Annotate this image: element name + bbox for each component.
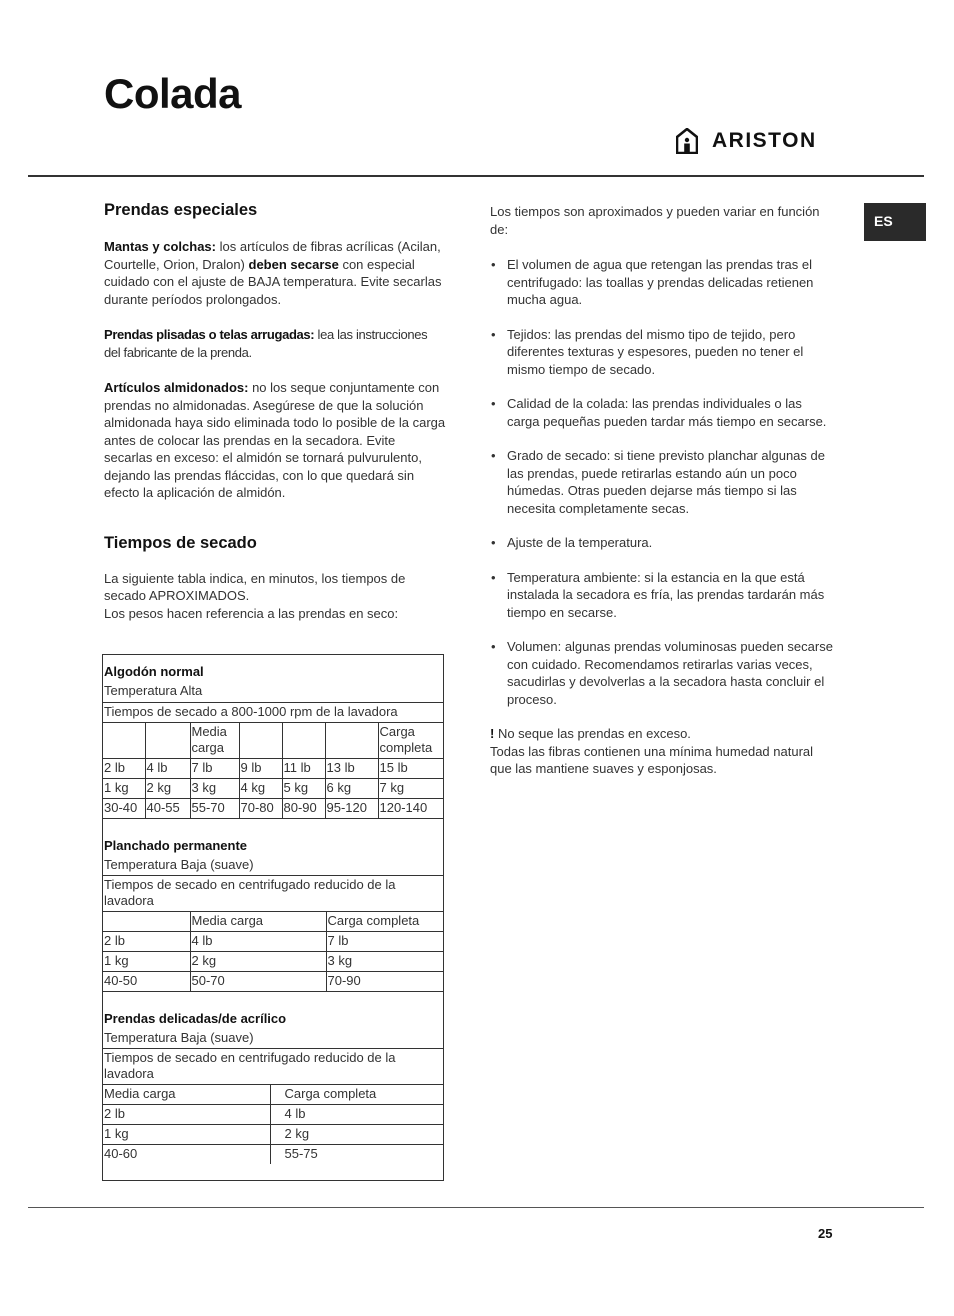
left-column bbox=[104, 200, 446, 622]
pleated-paragraph bbox=[104, 326, 446, 361]
table-cell: 6 kg bbox=[325, 779, 378, 799]
cotton-temperature: Temperatura Alta bbox=[104, 683, 203, 698]
list-item: • Temperatura ambiente: si la estancia en la que está instalada la secadora es fría, las prendas tardarán más tiempo en secarse. bbox=[490, 569, 835, 622]
blankets-text-1: los artículos de fibras acrílicas (Acilan, Courtelle, Orion, Dralon) bbox=[104, 239, 441, 272]
pleated-lead: Prendas plisadas o telas arrugadas: bbox=[104, 327, 315, 342]
table-cell: 80-90 bbox=[282, 799, 325, 819]
pleated-text: lea las instrucciones del fabricante de la prenda. bbox=[104, 327, 428, 360]
table-cell: 4 lb bbox=[270, 1105, 444, 1125]
header-divider bbox=[28, 175, 924, 177]
list-item: • Volumen: algunas prendas voluminosas pueden secarse con cuidado. Recomendamos retirarlas varias veces, sacudirlas y devolverlas a la secadora hasta concluir el proceso. bbox=[490, 638, 835, 708]
header-cell: Carga completa bbox=[378, 723, 444, 759]
table-row bbox=[103, 932, 444, 952]
table-row bbox=[103, 799, 444, 819]
header-cell bbox=[282, 723, 325, 759]
list-item: • Tejidos: las prendas del mismo tipo de tejido, pero diferentes texturas y espesores, pueden no tener el mismo tiempo de secado. bbox=[490, 326, 835, 379]
table-cell: 13 lb bbox=[325, 759, 378, 779]
table-cell: 7 lb bbox=[326, 932, 444, 952]
table-row bbox=[103, 759, 444, 779]
permanent-press-table bbox=[103, 819, 444, 992]
table-cell: 120-140 bbox=[378, 799, 444, 819]
permanent-note: Tiempos de secado en centrifugado reducido de la lavadora bbox=[103, 876, 444, 912]
header-cell: Media carga bbox=[190, 723, 239, 759]
blankets-emphasis: deben secarse bbox=[248, 256, 339, 272]
starched-lead: Artículos almidonados: bbox=[104, 380, 249, 395]
table-cell: 1 kg bbox=[104, 780, 129, 795]
header-cell bbox=[239, 723, 282, 759]
footer-divider bbox=[28, 1207, 924, 1208]
starched-text: no los seque conjuntamente con prendas no almidonadas. Asegúrese de que la solución almidonada haya sido eliminada todo lo posible de la carga antes de colocar las prendas en la secadora. Evite secarlas en exceso: el almidón se tornará pulvurulento, dejando las prendas fláccidas, con lo que quedará sin efecto la aplicación de almidón. bbox=[104, 380, 446, 500]
table-cell: 40-50 bbox=[104, 973, 138, 988]
right-column bbox=[490, 203, 835, 778]
table-row bbox=[103, 1125, 444, 1145]
table-cell: 4 kg bbox=[239, 779, 282, 799]
header-cell: Media carga bbox=[104, 1086, 176, 1101]
page-number: 25 bbox=[818, 1226, 833, 1241]
logo-wordmark: ARISTON bbox=[712, 129, 817, 152]
cotton-title: Algodón normal bbox=[104, 664, 204, 679]
table-row bbox=[103, 972, 444, 992]
drying-intro-1: La siguiente tabla indica, en minutos, los tiempos de secado APROXIMADOS. bbox=[104, 570, 406, 603]
table-cell: 15 lb bbox=[378, 759, 444, 779]
table-cell: 70-80 bbox=[239, 799, 282, 819]
header-cell bbox=[145, 723, 190, 759]
cotton-note: Tiempos de secado a 800-1000 rpm de la lavadora bbox=[103, 703, 444, 723]
header-cell: Carga completa bbox=[270, 1085, 444, 1105]
delicate-table bbox=[103, 992, 444, 1164]
table-cell: 7 lb bbox=[190, 759, 239, 779]
delicate-title: Prendas delicadas/de acrílico bbox=[104, 1011, 287, 1026]
blankets-lead: Mantas y colchas: bbox=[104, 239, 216, 254]
list-item: • Ajuste de la temperatura. bbox=[490, 534, 835, 552]
table-row bbox=[103, 952, 444, 972]
table-cell: 11 lb bbox=[282, 759, 325, 779]
list-item: • Grado de secado: si tiene previsto planchar algunas de las prendas, puede retirarlas estando aún un poco húmedas. Otras pueden dejarse más tiempo si las necesita completamente secas. bbox=[490, 447, 835, 517]
permanent-temperature: Temperatura Baja (suave) bbox=[104, 857, 254, 872]
list-item: • Calidad de la colada: las prendas individuales o las carga pequeñas pueden tardar más tiempo en secarse. bbox=[490, 395, 835, 430]
table-cell: 4 lb bbox=[190, 932, 326, 952]
closing-note: Todas las fibras contienen una mínima humedad natural que las mantiene suaves y esponjosas. bbox=[490, 743, 814, 776]
delicate-temperature: Temperatura Baja (suave) bbox=[104, 1030, 254, 1045]
table-cell: 2 lb bbox=[104, 1106, 125, 1121]
warning-text: No seque las prendas en exceso. bbox=[494, 726, 691, 741]
ariston-logo bbox=[676, 126, 817, 156]
drying-times-heading: Tiempos de secado bbox=[104, 533, 257, 552]
cotton-table bbox=[103, 655, 444, 819]
house-logo-icon bbox=[676, 128, 698, 154]
table-cell: 40-55 bbox=[145, 799, 190, 819]
language-tab: ES bbox=[864, 203, 926, 241]
warning-line bbox=[490, 725, 835, 743]
table-cell: 9 lb bbox=[239, 759, 282, 779]
table-cell: 4 lb bbox=[145, 759, 190, 779]
table-cell: 1 kg bbox=[104, 953, 129, 968]
header-cell bbox=[103, 912, 190, 932]
header-cell bbox=[103, 723, 145, 759]
table-row bbox=[103, 1105, 444, 1125]
table-cell: 1 kg bbox=[104, 1126, 129, 1141]
table-header-row bbox=[103, 912, 444, 932]
special-garments-heading: Prendas especiales bbox=[104, 201, 258, 219]
table-cell: 2 lb bbox=[104, 933, 125, 948]
table-cell: 2 lb bbox=[104, 760, 125, 775]
header-cell: Media carga bbox=[190, 912, 326, 932]
table-cell: 3 kg bbox=[326, 952, 444, 972]
table-cell: 5 kg bbox=[282, 779, 325, 799]
page-title: Colada bbox=[104, 70, 242, 117]
table-cell: 55-70 bbox=[190, 799, 239, 819]
header-cell: Carga completa bbox=[326, 912, 444, 932]
drying-times-table bbox=[102, 654, 444, 1181]
table-cell: 55-75 bbox=[270, 1145, 444, 1165]
header-cell bbox=[325, 723, 378, 759]
delicate-note: Tiempos de secado en centrifugado reducido de la lavadora bbox=[103, 1049, 444, 1085]
table-cell: 30-40 bbox=[104, 800, 138, 815]
table-cell: 40-60 bbox=[104, 1146, 138, 1161]
factors-list bbox=[490, 256, 835, 708]
drying-intro-2: Los pesos hacen referencia a las prendas en seco: bbox=[104, 605, 399, 621]
permanent-title: Planchado permanente bbox=[104, 838, 248, 853]
table-cell: 2 kg bbox=[190, 952, 326, 972]
table-cell: 70-90 bbox=[326, 972, 444, 992]
table-cell: 3 kg bbox=[190, 779, 239, 799]
list-item: • El volumen de agua que retengan las prendas tras el centrifugado: las toallas y prendas delicadas retienen mucha agua. bbox=[490, 256, 835, 309]
table-header-row bbox=[103, 723, 444, 759]
table-cell: 2 kg bbox=[145, 779, 190, 799]
table-cell: 2 kg bbox=[270, 1125, 444, 1145]
table-row bbox=[103, 779, 444, 799]
starched-paragraph bbox=[104, 379, 446, 502]
table-row bbox=[103, 1145, 444, 1165]
warning-mark: ! bbox=[490, 726, 495, 741]
factors-intro: Los tiempos son aproximados y pueden variar en función de: bbox=[490, 204, 820, 237]
table-cell: 95-120 bbox=[325, 799, 378, 819]
table-cell: 50-70 bbox=[190, 972, 326, 992]
blankets-text-2: con especial cuidado con el ajuste de BAJA temperatura. Evite secarlas durante períodos prolongados. bbox=[104, 256, 442, 307]
table-cell: 7 kg bbox=[378, 779, 444, 799]
table-header-row bbox=[103, 1085, 444, 1105]
blankets-paragraph bbox=[104, 238, 446, 308]
